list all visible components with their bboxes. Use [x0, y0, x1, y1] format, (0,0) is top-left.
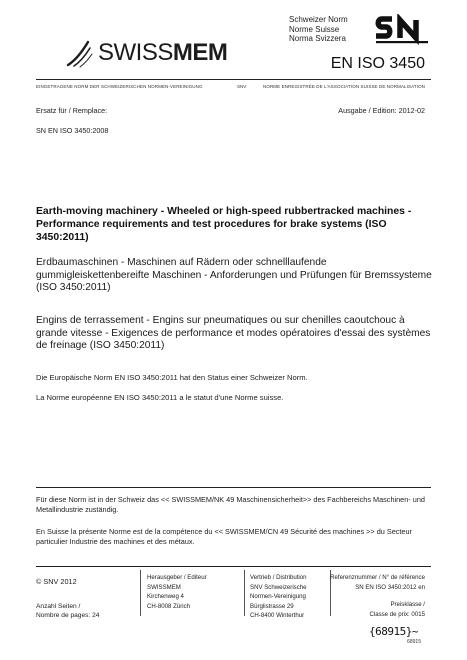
document-number: EN ISO 3450 [330, 55, 425, 72]
document-code-small: 68915 [407, 639, 421, 645]
price-value: Classe de prix: 0015 [369, 610, 425, 618]
title-french: Engins de terrassement - Engins sur pneumatiques ou sur chenilles caoutchouc à grande vitesse - Exigences de performance et modes opératoires d'essai des systèmes de freinage (ISO 3450:2011) [36, 315, 431, 351]
registry-text-snv: SNV [237, 84, 247, 89]
distribution-block [250, 573, 307, 621]
price-block [369, 600, 425, 619]
logo-text-bold: MEM [172, 39, 228, 66]
swissmem-logo [98, 39, 227, 67]
footer-divider-1 [140, 570, 141, 616]
status-german: Die Europäische Norm EN ISO 3450:2011 hat den Status einer Schweizer Norm. [36, 373, 308, 382]
reference-label: Referenznummer / N° de référence [330, 574, 425, 581]
document-code: {68915}~ [369, 625, 418, 638]
status-french: La Norme européenne EN ISO 3450:2011 a le statut d'une Norme suisse. [36, 393, 284, 402]
reference-value: SN EN ISO 3450:2012 en [355, 583, 425, 591]
distribution-line: CH-8400 Winterthur [250, 612, 305, 620]
sn-names [289, 15, 348, 44]
publisher-line: Kirchenweg 4 [147, 593, 184, 601]
footer-rule [36, 566, 431, 567]
pages-value: Nombre de pages: 24 [36, 611, 100, 619]
title-german: Erdbaumaschinen - Maschinen auf Rädern oder schnelllaufende gummigleiskettenbereifte Maschinen - Anforderungen und Prüfungen für Bremssysteme (ISO 3450:2011) [36, 257, 432, 293]
sn-name-it: Norma Svizzera [289, 34, 346, 43]
logo-text-light: SWISS [98, 39, 173, 66]
distribution-line: SNV Schweizerische [250, 583, 307, 591]
sn-name-de: Schweizer Norm [289, 15, 348, 24]
pages-label: Anzahl Seiten / [36, 603, 81, 610]
responsibility-rule [36, 487, 431, 488]
copyright: © SNV 2012 [36, 577, 77, 586]
replaces-value: SN EN ISO 3450:2008 [36, 126, 109, 135]
sn-logo-icon [374, 14, 430, 46]
distribution-line: Normen-Vereinigung [250, 593, 306, 601]
page-count [36, 603, 99, 620]
responsibility-german: Für diese Norm ist in der Schweiz das << SWISSMEM/NK 49 Maschinensicherheit>> des Fachbereichs Maschinen- und Metallindustrie zuständig. [36, 495, 425, 514]
edition-label: Ausgabe / Edition: 2012-02 [338, 106, 425, 115]
publisher-line: Herausgeber / Editeur [147, 574, 207, 581]
reference-block [330, 573, 425, 592]
responsibility-french: En Suisse la présente Norme est de la compétence du << SWISSMEM/CN 49 Sécurité des machines >> du Secteur particulier Industrie des machines et des métaux. [36, 527, 412, 546]
price-label: Preisklasse / [390, 601, 425, 608]
publisher-line: SWISSMEM [147, 583, 181, 591]
sn-name-fr: Norme Suisse [289, 24, 340, 34]
distribution-line: Bürglistrasse 29 [250, 602, 294, 610]
publisher-block [147, 573, 207, 611]
registry-text-fr: NORME ENREGISTRÉE DE L'ASSOCIATION SUISSE DE NORMALISATION [263, 84, 426, 89]
footer-divider-2 [244, 570, 245, 616]
registry-text-de: EINGETRAGENE NORM DER SCHWEIZERISCHEN NORMEN-VEREINIGUNG [36, 84, 203, 89]
distribution-line: Vertrieb / Distribution [250, 574, 307, 581]
replaces-label: Ersatz für / Remplace: [36, 106, 108, 115]
publisher-line: CH-8008 Zürich [147, 602, 191, 610]
title-english: Earth-moving machinery - Wheeled or high-speed rubbertracked machines - Performance requirements and test procedures for brake systems (ISO 3450:2011) [36, 206, 412, 243]
header-rule [36, 79, 431, 80]
